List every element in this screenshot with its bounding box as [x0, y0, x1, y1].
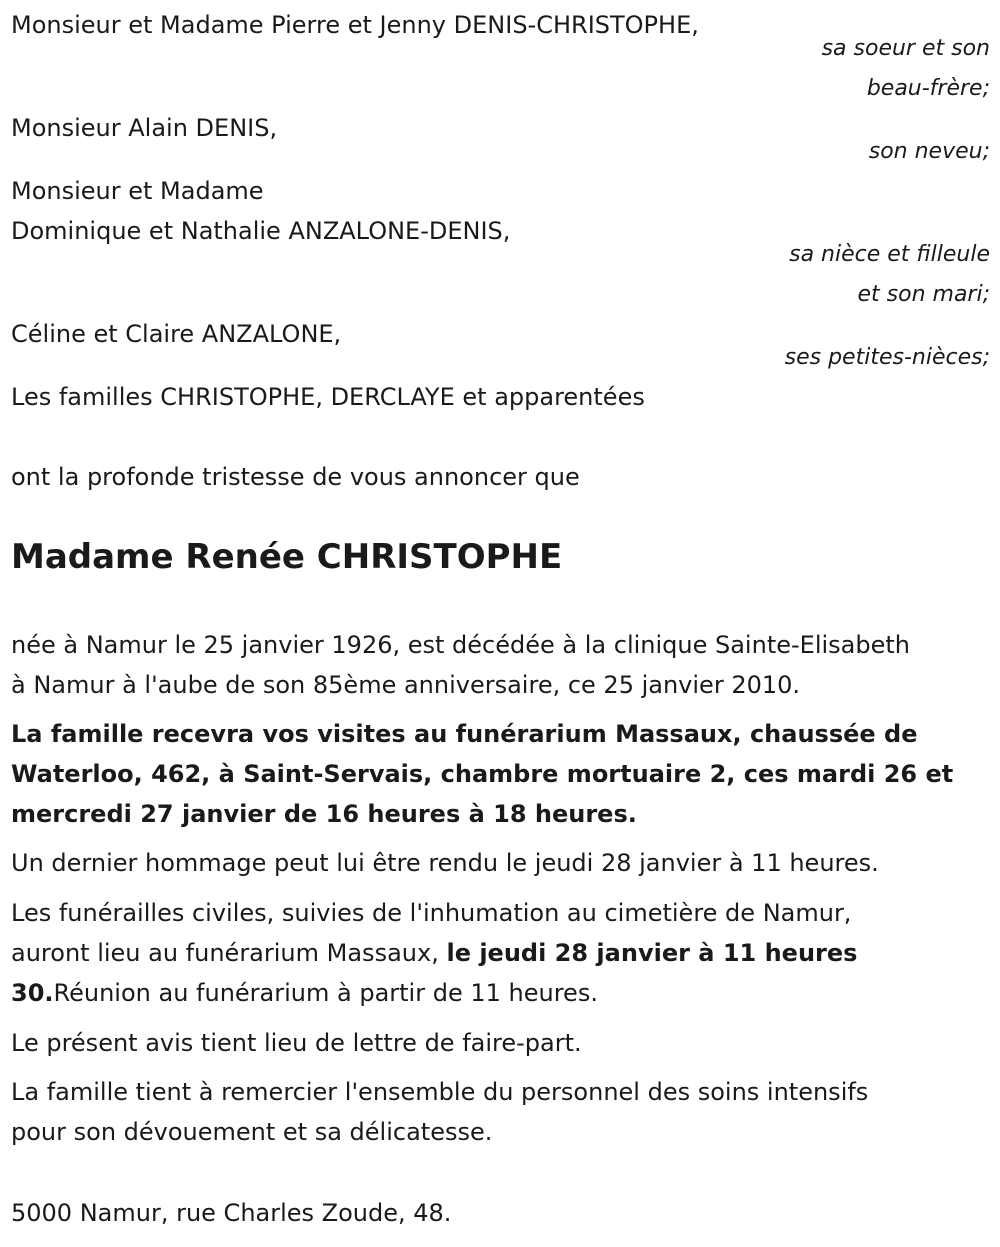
paragraph-line: La famille tient à remercier l'ensemble du personnel des soins intensifs: [11, 1078, 869, 1106]
paragraph-line: Les funérailles civiles, suivies de l'inhumation au cimetière de Namur,: [11, 899, 852, 927]
paragraph-line: née à Namur le 25 janvier 1926, est décédée à la clinique Sainte-Elisabeth: [11, 631, 910, 659]
mourner-relation-2: son neveu;: [868, 139, 990, 164]
paragraph-line: [11, 933, 986, 973]
mourner-name-3: [11, 171, 510, 251]
paragraph-line: à Namur à l'aube de son 85ème anniversaire, ce 25 janvier 2010.: [11, 671, 801, 699]
paragraph-line: mercredi 27 janvier de 16 heures à 18 heures.: [11, 800, 637, 828]
relation-line: sa soeur et son: [821, 36, 990, 61]
funeral-time-bold: 30.: [11, 979, 54, 1007]
mourner-relation-4: ses petites-nièces;: [784, 345, 990, 370]
visits-paragraph: [11, 714, 986, 834]
name-line: Monsieur et Madame: [11, 177, 264, 205]
mourner-relation-1: [822, 29, 990, 109]
thanks-paragraph: [11, 1072, 986, 1152]
name-line: Dominique et Nathalie ANZALONE-DENIS,: [11, 217, 511, 245]
address-line: 5000 Namur, rue Charles Zoude, 48.: [11, 1199, 452, 1227]
mourner-relation-3: [789, 235, 990, 315]
homage-paragraph: Un dernier hommage peut lui être rendu le jeudi 28 janvier à 11 heures.: [11, 849, 879, 877]
mourner-name-1: Monsieur et Madame Pierre et Jenny DENIS-CHRISTOPHE,: [11, 11, 699, 39]
funeral-location-text: auront lieu au funérarium Massaux,: [11, 939, 439, 967]
relation-line: et son mari;: [857, 282, 990, 307]
paragraph-line: [11, 973, 986, 1013]
relation-line: beau-frère;: [866, 76, 990, 101]
obituary-notice: [11, 0, 990, 1247]
funeral-date-bold: le jeudi 28 janvier à 11 heures: [446, 939, 858, 967]
families-line: Les familles CHRISTOPHE, DERCLAYE et apparentées: [11, 383, 645, 411]
announcement-line: ont la profonde tristesse de vous annoncer que: [11, 463, 580, 491]
paragraph-line: Waterloo, 462, à Saint-Servais, chambre mortuaire 2, ces mardi 26 et: [11, 760, 954, 788]
mourner-name-4: Céline et Claire ANZALONE,: [11, 320, 342, 348]
funeral-paragraph: [11, 893, 986, 1013]
paragraph-line: pour son dévouement et sa délicatesse.: [11, 1118, 493, 1146]
relation-line: sa nièce et filleule: [789, 242, 990, 267]
gathering-text: Réunion au funérarium à partir de 11 heures.: [53, 979, 598, 1007]
paragraph-line: La famille recevra vos visites au funérarium Massaux, chaussée de: [11, 720, 918, 748]
mourner-name-2: Monsieur Alain DENIS,: [11, 114, 278, 142]
birth-death-paragraph: [11, 625, 986, 705]
deceased-name: Madame Renée CHRISTOPHE: [11, 537, 563, 577]
notice-paragraph: Le présent avis tient lieu de lettre de faire-part.: [11, 1029, 582, 1057]
